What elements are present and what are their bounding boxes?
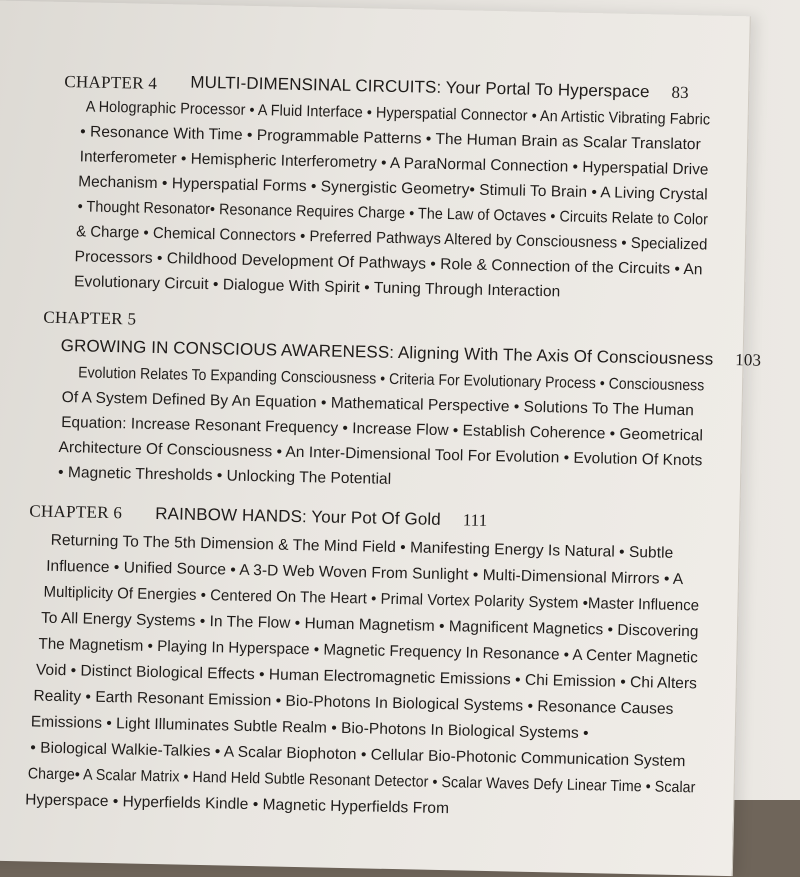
entry-line: Equation: Increase Resonant Frequency • Increase Flow • Establish Coherence • Geometrical — [60, 414, 704, 445]
chapter-title — [190, 73, 689, 103]
entry-line: A Holographic Processor • A Fluid Interface • Hyperspatial Connector • An Artistic Vibrating Fabric — [85, 98, 711, 129]
entry-line: Reality • Earth Resonant Emission • Bio-Photons In Biological Systems • Resonance Causes — [33, 687, 674, 718]
chapter-label: CHAPTER 4 — [64, 71, 158, 93]
chapter-title-text: GROWING IN CONSCIOUS AWARENESS: Aligning With The Axis Of Consciousness — [60, 335, 714, 369]
entry-line: • Thought Resonator• Resonance Requires Charge • The Law of Octaves • Circuits Relate to Color — [77, 198, 709, 229]
entry-line: Emissions • Light Illuminates Subtle Realm • Bio-Photons In Biological Systems • — [30, 713, 589, 743]
chapter-title-text: RAINBOW HANDS: Your Pot Of Gold — [155, 503, 442, 529]
entry-line: Multiplicity Of Energies • Centered On The Heart • Primal Vortex Polarity System •Master Influence — [43, 583, 700, 615]
entry-line: Evolution Relates To Expanding Consciousness • Criteria For Evolutionary Process • Consciousness — [78, 364, 705, 395]
chapter-page-number: 111 — [462, 510, 488, 530]
chapter-title-text: MULTI-DIMENSINAL CIRCUITS: Your Portal To Hyperspace — [190, 72, 650, 102]
entry-line: & Charge • Chemical Connectors • Preferred Pathways Altered by Consciousness • Specialized — [75, 223, 708, 254]
chapter-label: CHAPTER 5 — [43, 307, 137, 329]
chapter-title — [155, 504, 487, 531]
entry-line: • Resonance With Time • Programmable Patterns • The Human Brain as Scalar Translator — [80, 123, 701, 154]
chapter-page-number: 83 — [671, 82, 689, 103]
entry-line: The Magnetism • Playing In Hyperspace • Magnetic Frequency In Resonance • A Center Magnetic — [38, 635, 698, 667]
entry-line: • Biological Walkie-Talkies • A Scalar Biophoton • Cellular Bio-Photonic Communication System — [30, 739, 686, 771]
entry-line: Hyperspace • Hyperfields Kindle • Magnetic Hyperfields From — [25, 791, 450, 818]
entry-line: Processors • Childhood Development Of Pathways • Role & Connection of the Circuits • An — [74, 248, 703, 279]
entry-line: To All Energy Systems • In The Flow • Human Magnetism • Magnificent Magnetics • Discovering — [40, 609, 699, 641]
entry-line: Charge• A Scalar Matrix • Hand Held Subtle Resonant Detector • Scalar Waves Defy Linear Time • Scalar — [27, 765, 696, 797]
entry-line: • Magnetic Thresholds • Unlocking The Potential — [57, 463, 392, 488]
entry-line: Interferometer • Hemispheric Interferometry • A ParaNormal Connection • Hyperspatial Drive — [79, 148, 709, 179]
chapter-label: CHAPTER 6 — [29, 501, 123, 523]
entry-line: Evolutionary Circuit • Dialogue With Spirit • Tuning Through Interaction — [73, 273, 561, 301]
entry-line: Of A System Defined By An Equation • Mathematical Perspective • Solutions To The Human — [61, 389, 695, 420]
entry-line: Returning To The 5th Dimension & The Mind Field • Manifesting Energy Is Natural • Subtle — [50, 531, 674, 562]
entry-line: Influence • Unified Source • A 3-D Web Woven From Sunlight • Multi-Dimensional Mirrors • A — [45, 557, 684, 589]
entry-line: Architecture Of Consciousness • An Inter-Dimensional Tool For Evolution • Evolution Of Knots — [58, 438, 703, 470]
entry-line: Mechanism • Hyperspatial Forms • Synergistic Geometry• Stimuli To Brain • A Living Crystal — [78, 173, 708, 204]
chapter-page-number: 103 — [735, 350, 762, 370]
entry-line: Void • Distinct Biological Effects • Human Electromagnetic Emissions • Chi Emission • Chi Alters — [35, 661, 698, 693]
